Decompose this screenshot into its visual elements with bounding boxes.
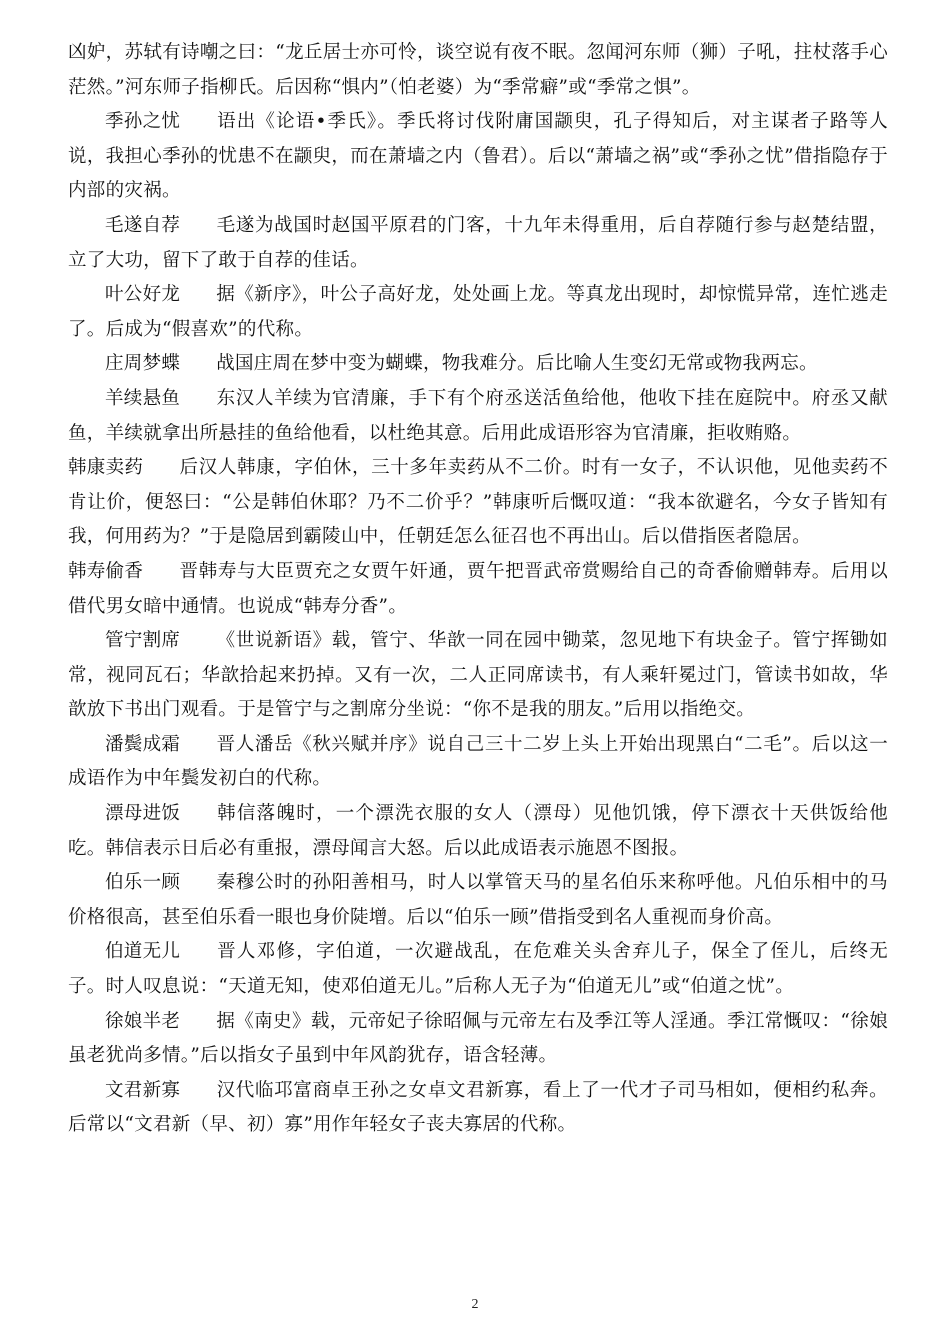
entry-paragraph [68, 451, 888, 555]
entry-term: 伯乐一顾 [105, 872, 181, 894]
entry-paragraph [68, 209, 888, 278]
entry-paragraph [68, 1005, 888, 1074]
entry-text: 《世说新语》载，管宁、华歆一同在园中锄菜，忽见地下有块金子。管宁挥锄如常，视同瓦石；华歆拾起来扔掉。又有一次，二人正同席读书，有人乘轩冕过门，管读书如故，华歆放下书出门观看。于是管宁与之割席分坐说：“你不是我的朋友。”后用以指绝交。 [68, 630, 888, 721]
entry-term: 毛遂自荐 [105, 214, 181, 236]
entry-paragraph [68, 382, 888, 451]
entry-text: 据《新序》，叶公子高好龙，处处画上龙。等真龙出现时，却惊慌异常，连忙逃走了。后成为“假喜欢”的代称。 [68, 284, 888, 340]
document-page [68, 36, 888, 1143]
entry-text: 晋人潘岳《秋兴赋并序》说自己三十二岁上头上开始出现黑白“二毛”。后以这一成语作为中年鬓发初白的代称。 [68, 733, 888, 790]
entry-term: 羊续悬鱼 [105, 387, 181, 409]
page-number: 2 [471, 1297, 479, 1312]
entry-term: 庄周梦蝶 [105, 353, 181, 375]
entry-text: 秦穆公时的孙阳善相马，时人以掌管天马的星名伯乐来称呼他。凡伯乐相中的马价格很高，甚至伯乐看一眼也身价陡增。后以“伯乐一顾”借指受到名人重视而身价高。 [68, 872, 888, 928]
entry-paragraph [68, 728, 888, 797]
entry-term: 韩寿偷香 [68, 560, 144, 582]
entry-paragraph [68, 935, 888, 1004]
entry-term: 管宁割席 [105, 630, 181, 652]
entry-paragraph [68, 555, 888, 624]
entry-term: 韩康卖药 [68, 457, 144, 479]
entry-paragraph [68, 105, 888, 209]
entry-text: 汉代临邛富商卓王孙之女卓文君新寡，看上了一代才子司马相如，便相约私奔。后常以“文君新（早、初）寡”用作年轻女子丧夫寡居的代称。 [68, 1079, 888, 1136]
entry-paragraph [68, 624, 888, 728]
entry-text: 晋韩寿与大臣贾充之女贾午奸通，贾午把晋武帝赏赐给自己的奇香偷赠韩寿。后用以借代男女暗中通情。也说成“韩寿分香”。 [68, 560, 888, 617]
entry-paragraph [68, 866, 888, 935]
entry-text: 战国庄周在梦中变为蝴蝶，物我难分。后比喻人生变幻无常或物我两忘。 [216, 353, 818, 375]
entry-text: 东汉人羊续为官清廉，手下有个府丞送活鱼给他，他收下挂在庭院中。府丞又献鱼，羊续就拿出所悬挂的鱼给他看，以杜绝其意。后用此成语形容为官清廉，拒收贿赂。 [68, 387, 888, 444]
entry-term: 徐娘半老 [105, 1010, 181, 1032]
entry-text: 韩信落魄时，一个漂洗衣服的女人（漂母）见他饥饿，停下漂衣十天供饭给他吃。韩信表示日后必有重报，漂母闻言大怒。后以此成语表示施恩不图报。 [68, 803, 888, 859]
entry-paragraph [68, 797, 888, 866]
entry-term: 漂母进饭 [105, 803, 181, 825]
entry-term: 叶公好龙 [105, 284, 181, 306]
entry-text: 据《南史》载，元帝妃子徐昭佩与元帝左右及季江等人淫通。季江常慨叹：“徐娘虽老犹尚多情。”后以指女子虽到中年风韵犹存，语含轻薄。 [68, 1010, 888, 1067]
entry-text: 后汉人韩康，字伯休，三十多年卖药从不二价。时有一女子，不认识他，见他卖药不肯让价，便怒曰：“公是韩伯休耶？乃不二价乎？”韩康听后慨叹道：“我本欲避名，今女子皆知有我，何用药为？”于是隐居到霸陵山中，任朝廷怎么征召也不再出山。后以借指医者隐居。 [68, 457, 888, 548]
entry-term: 伯道无儿 [105, 941, 181, 963]
entry-paragraph [68, 347, 888, 382]
entry-text: 语出《论语•季氏》。季氏将讨伐附庸国颛臾，孔子得知后，对主谋者子路等人说，我担心季孙的忧患不在颛臾，而在萧墙之内（鲁君）。后以“萧墙之祸”或“季孙之忧”借指隐存于内部的灾祸。 [68, 111, 888, 202]
entry-text: 晋人邓修，字伯道，一次避战乱，在危难关头舍弃儿子，保全了侄儿，后终无子。时人叹息说：“天道无知，使邓伯道无儿。”后称人无子为“伯道无儿”或“伯道之忧”。 [68, 941, 888, 998]
entry-paragraph [68, 278, 888, 347]
entry-paragraph [68, 1074, 888, 1143]
continuation-paragraph: 凶妒，苏轼有诗嘲之曰：“龙丘居士亦可怜，谈空说有夜不眠。忽闻河东师（狮）子吼，拄杖落手心茫然。”河东师子指柳氏。后因称“惧内”（怕老婆）为“季常癖”或“季常之惧”。 [68, 42, 888, 98]
entry-term: 文君新寡 [105, 1079, 181, 1101]
entry-term: 潘鬓成霜 [105, 733, 181, 755]
entry-term: 季孙之忧 [105, 111, 181, 133]
entry-text: 毛遂为战国时赵国平原君的门客，十九年未得重用，后自荐随行参与赵楚结盟，立了大功，留下了敢于自荐的佳话。 [68, 214, 888, 271]
